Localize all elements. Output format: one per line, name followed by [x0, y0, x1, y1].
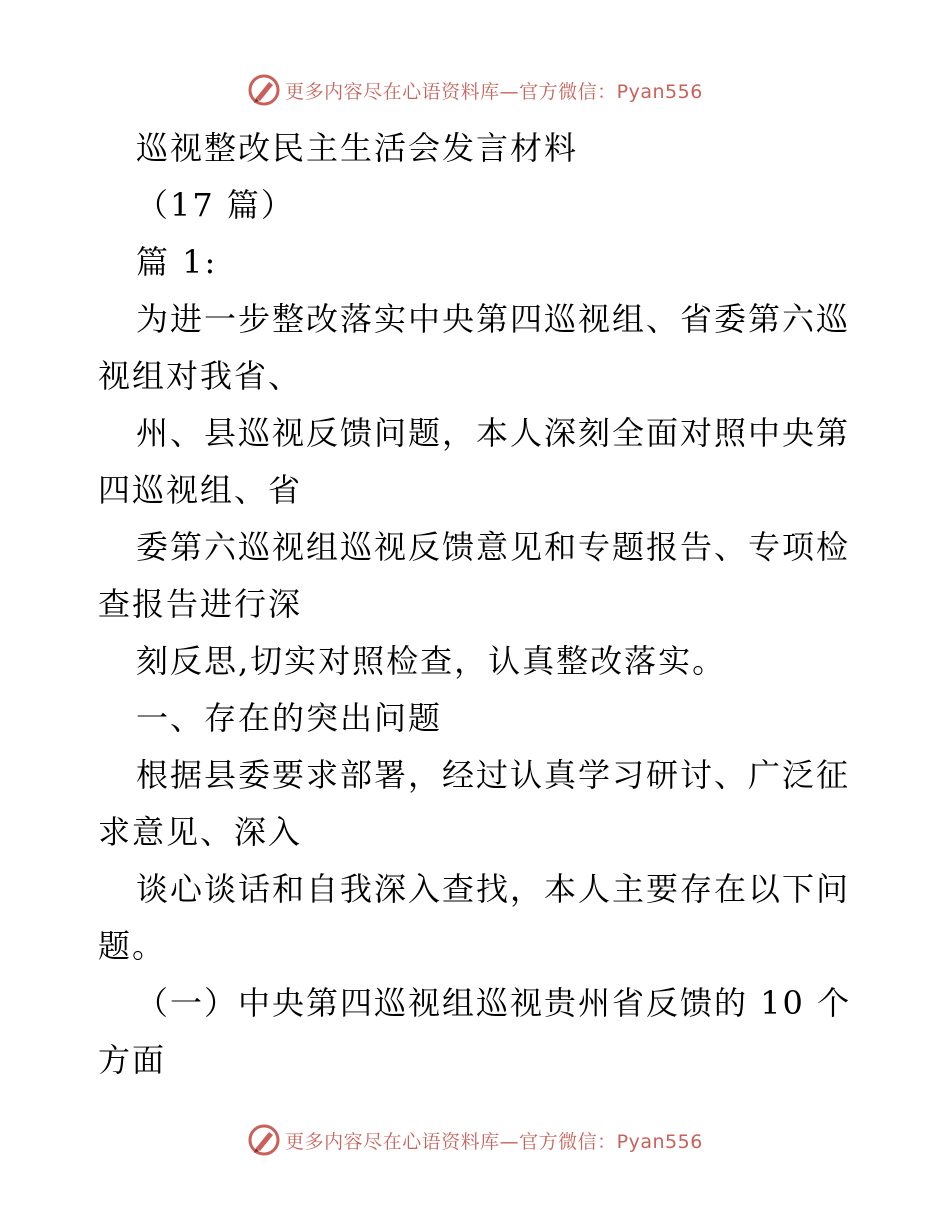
- subsection-heading: （一）中央第四巡视组巡视贵州省反馈的 10 个: [136, 984, 852, 1022]
- paragraph-line: 方面: [98, 1041, 167, 1079]
- section-heading: 篇 1:: [136, 243, 218, 281]
- paragraph-line: 查报告进行深: [98, 585, 303, 623]
- header-banner: [0, 70, 950, 110]
- paragraph-line: 为进一步整改落实中央第四巡视组、省委第六巡: [136, 300, 851, 338]
- document-body: [98, 120, 868, 1089]
- header-banner-text: 更多内容尽在心语资料库—官方微信：Pyan556: [285, 80, 703, 103]
- section-heading: 一、存在的突出问题: [136, 699, 443, 737]
- paragraph-line: 四巡视组、省: [98, 471, 303, 509]
- paragraph-line: 根据县委要求部署，经过认真学习研讨、广泛征: [136, 756, 851, 794]
- paragraph-line: 视组对我省、: [98, 357, 303, 395]
- document-subtitle: （17 篇）: [136, 186, 295, 224]
- document-title: 巡视整改民主生活会发言材料: [136, 129, 579, 167]
- pen-logo-icon: [247, 73, 281, 107]
- paragraph-line: 刻反思,切实对照检查，认真整改落实。: [136, 642, 727, 680]
- paragraph-line: 谈心谈话和自我深入查找，本人主要存在以下问: [136, 870, 851, 908]
- paragraph-line: 题。: [98, 927, 167, 965]
- footer-banner-text: 更多内容尽在心语资料库—官方微信：Pyan556: [285, 1130, 703, 1153]
- paragraph-line: 委第六巡视组巡视反馈意见和专题报告、专项检: [136, 528, 851, 566]
- paragraph-line: 州、县巡视反馈问题，本人深刻全面对照中央第: [136, 414, 851, 452]
- footer-banner: [0, 1120, 950, 1160]
- paragraph-line: 求意见、深入: [98, 813, 303, 851]
- pen-logo-icon: [247, 1123, 281, 1157]
